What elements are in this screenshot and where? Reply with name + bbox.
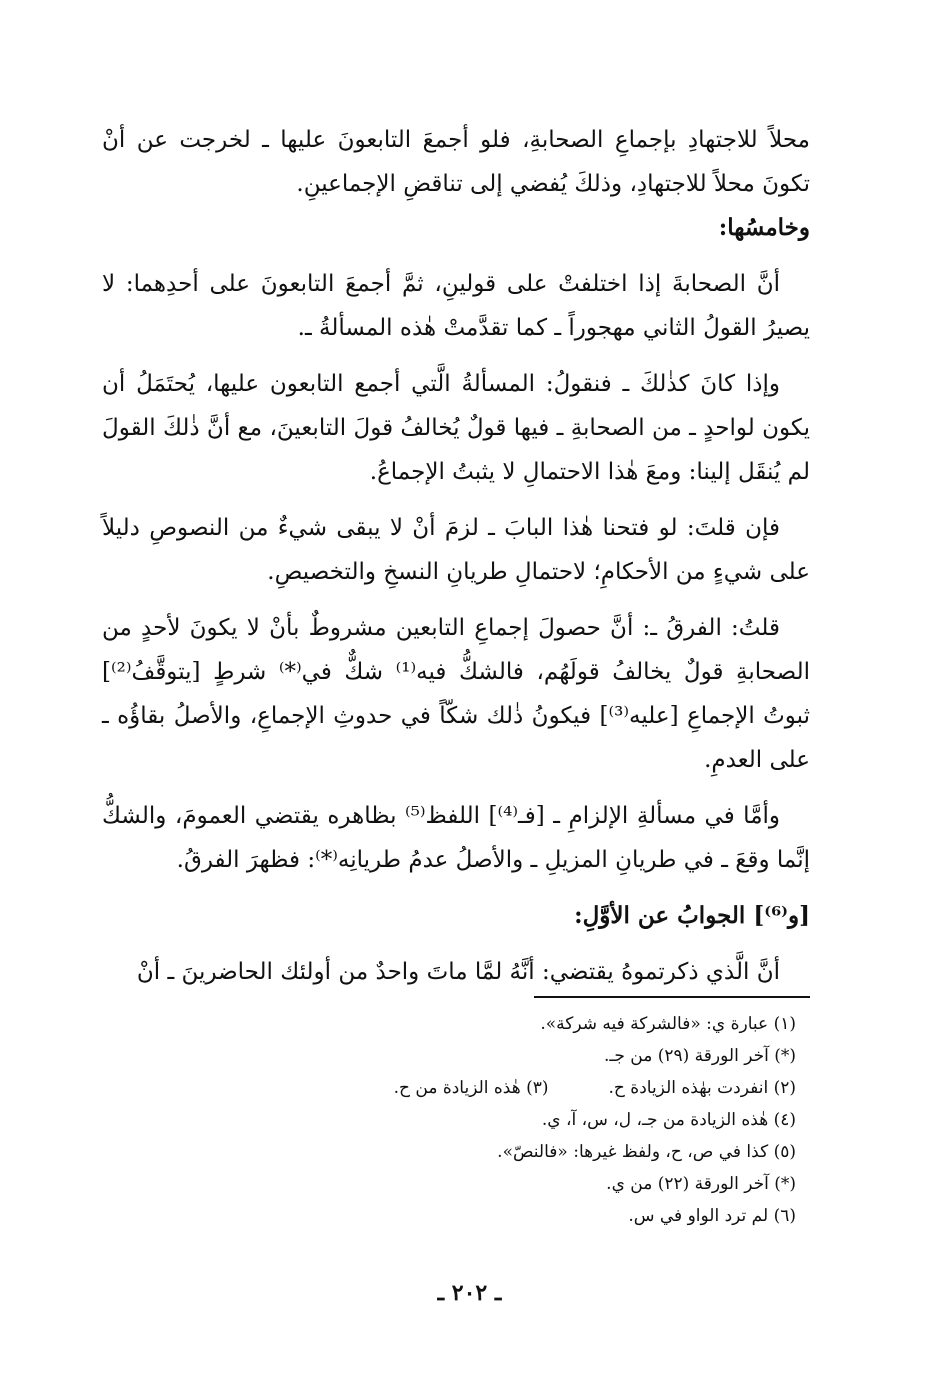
footnote-2: (٢) انفردت بهٰذه الزيادة ح.	[608, 1078, 796, 1098]
paragraph-opening: محلاً للاجتهادِ بإجماعِ الصحابةِ، فلو أجمعَ التابعونَ عليها ـ لخرجت عن أنْ تكونَ محلاً للاجتهادِ، وذلكَ يُفضي إلى تناقضِ الإجماعينِ.	[102, 127, 810, 197]
footnote-1: (١) عبارة ي: «فالشركة فيه شركة».	[540, 1014, 796, 1034]
paragraph-fifth: أنَّ الصحابةَ إذا اختلفتْ على قولينِ، ثمَّ أجمعَ التابعونَ على أحدِهما: لا يصيرُ القولُ الثاني مهجوراً ـ كما تقدَّمتْ هٰذه المسألةُ ـ.	[102, 271, 810, 341]
footnote-3: (٣) هٰذه الزيادة من ح.	[393, 1078, 549, 1098]
paragraph-reply: أنَّ الَّذي ذكرتموهُ يقتضي: أنَّهُ لمَّا ماتَ واحدٌ من أولئك الحاضرينَ ـ أنْ	[136, 959, 780, 985]
footnotes	[200, 1008, 796, 1232]
footnote-star-1: (*) آخر الورقة (٢٩) من جـ.	[603, 1046, 796, 1066]
footnote-separator	[534, 996, 810, 998]
heading-reply: [و⁽⁶⁾] الجوابُ عن الأوَّلِ:	[574, 902, 810, 929]
paragraph-objection: فإن قلتَ: لو فتحنا هٰذا البابَ ـ لزمَ أنْ لا يبقى شيءٌ من النصوصِ دليلاً على شيءٍ من الأحكامِ؛ لاحتمالِ طريانِ النسخِ والتخصيصِ.	[102, 515, 810, 585]
paragraph-answer: قلتُ: الفرقُ ـ: أنَّ حصولَ إجماعِ التابعين مشروطٌ بأنْ لا يكونَ لأحدٍ من الصحابةِ قولٌ يخالفُ قولَهُم، فالشكُّ فيه⁽¹⁾ شكٌّ في⁽*⁾ شرطٍ [يتوقَّفُ⁽²⁾] ثبوتُ الإجماعِ [عليه⁽³⁾] فيكونُ ذٰلك شكّاً في حدوثِ الإجماعِ، والأصلُ بقاؤُه ـ على العدمِ.	[102, 615, 810, 773]
page-number: ـ ٢٠٢ ـ	[437, 1280, 502, 1306]
paragraph-if-so: وإذا كانَ كذٰلكَ ـ فنقولُ: المسألةُ الَّتي أجمع التابعون عليها، يُحتَمَلُ أن يكون لواحدٍ ـ من الصحابةِ ـ فيها قولٌ يُخالفُ قولَ التابعينَ، مع أنَّ ذٰلكَ القولَ لم يُنقَل إلينا: ومعَ هٰذا الاحتمالِ لا يثبتُ الإجماعُ.	[102, 371, 810, 485]
footnote-6: (٦) لم ترد الواو في س.	[628, 1206, 796, 1226]
footnote-5: (٥) كذا في ص، ح، ولفظ غيرها: «فالنصّ».	[497, 1142, 796, 1162]
footnote-4: (٤) هٰذه الزيادة من جـ، ل، س، آ، ي.	[541, 1110, 796, 1130]
main-text	[102, 118, 810, 1006]
footnote-row-2-3	[200, 1072, 796, 1104]
paragraph-ilzam: وأمَّا في مسألةِ الإلزامِ ـ [فـ⁽⁴⁾] اللفظ⁽⁵⁾ بظاهره يقتضي العمومَ، والشكُّ إنَّما وقعَ ـ في طريانِ المزيلِ ـ والأصلُ عدمُ طريانِه⁽*⁾: فظهرَ الفرقُ.	[102, 803, 810, 873]
heading-fifth: وخامسُها:	[718, 214, 810, 241]
footnote-star-2: (*) آخر الورقة (٢٢) من ي.	[606, 1174, 796, 1194]
